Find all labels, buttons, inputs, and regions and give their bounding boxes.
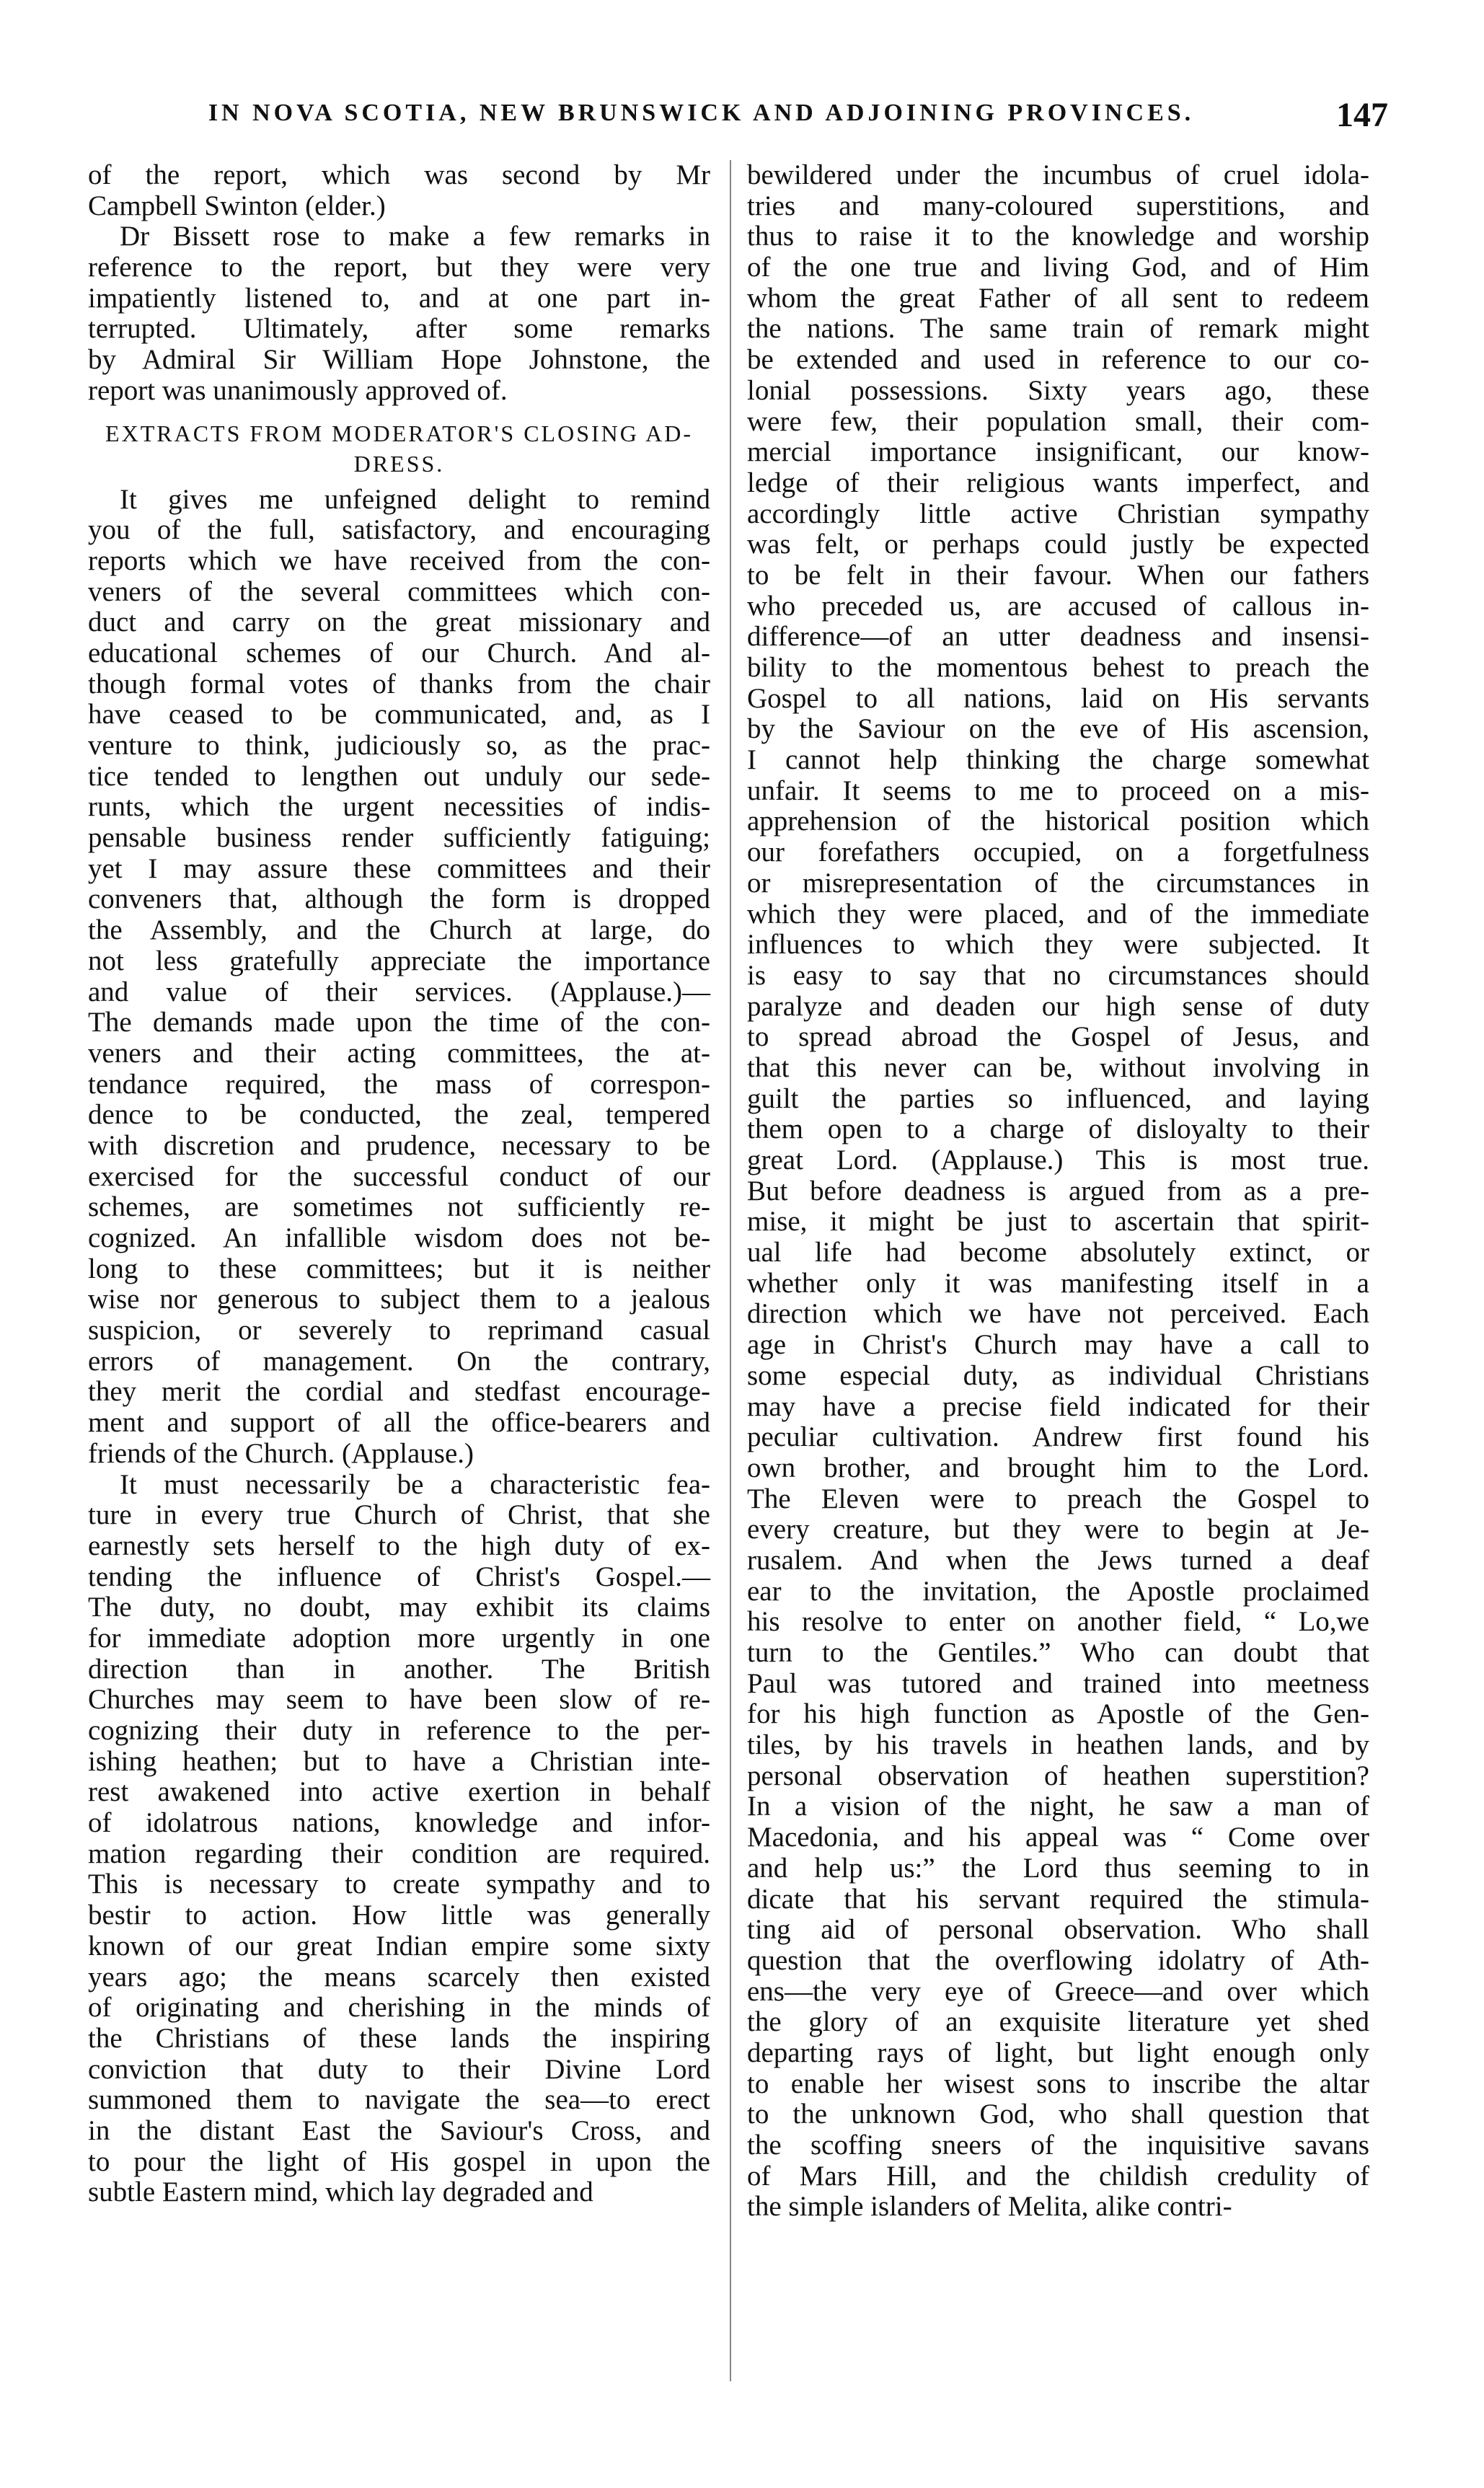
text-line: The Eleven were to preach the Gospel to (747, 1483, 1369, 1514)
text-line: conviction that duty to their Divine Lord (88, 2053, 710, 2085)
text-line: accordingly little active Christian sympathy (747, 498, 1369, 529)
text-line: you of the full, satisfactory, and encouraging (88, 514, 710, 546)
text-line: reports which we have received from the con- (88, 544, 710, 576)
text-line: question that the overflowing idolatry of Ath- (747, 1944, 1369, 1976)
text-line: yet I may assure these committees and their (88, 852, 710, 884)
text-line: rusalem. And when the Jews turned a deaf (747, 1544, 1369, 1576)
heading-line: DRESS. (353, 450, 445, 477)
text-line: pensable business render sufficiently fatiguing; (88, 822, 710, 854)
text-line: the scoffing sneers of the inquisitive savans (747, 2130, 1369, 2161)
text-line: the glory of an exquisite literature yet shed (747, 2006, 1369, 2038)
text-line: influences to which they were subjected. It (747, 929, 1369, 961)
text-line: is easy to say that no circumstances should (747, 959, 1369, 991)
text-line: the Christians of these lands the inspiring (88, 2022, 710, 2054)
text-line: Macedonia, and his appeal was “ Come over (747, 1822, 1369, 1853)
text-line: conveners that, although the form is dropped (88, 883, 710, 915)
column-divider (730, 160, 731, 2381)
text-line: schemes, are sometimes not sufficiently re- (88, 1191, 710, 1223)
paragraph (88, 1470, 710, 2209)
text-line: The duty, no doubt, may exhibit its claims (88, 1592, 710, 1623)
text-line: rest awakened into active exertion in behalf (88, 1776, 710, 1808)
text-line: Campbell Swinton (elder.) (88, 190, 386, 221)
text-line: ting aid of personal observation. Who shall (747, 1914, 1369, 1946)
text-line: to be felt in their favour. When our fathers (747, 559, 1369, 591)
text-line: cognized. An infallible wisdom does not be- (88, 1222, 710, 1253)
text-line: though formal votes of thanks from the chair (88, 668, 710, 700)
text-line: mation regarding their condition are required. (88, 1838, 710, 1869)
text-line: of Mars Hill, and the childish credulity of (747, 2160, 1369, 2192)
text-line: every creature, but they were to begin at Je- (747, 1514, 1369, 1545)
text-line: report was unanimously approved of. (88, 374, 508, 406)
text-line: age in Christ's Church may have a call to (747, 1329, 1369, 1361)
left-column (88, 160, 710, 2208)
text-line: Paul was tutored and trained into meetness (747, 1667, 1369, 1699)
text-line: impatiently listened to, and at one part in- (88, 282, 710, 314)
text-line: earnestly sets herself to the high duty of ex- (88, 1530, 710, 1561)
text-line: that this never can be, without involving in (747, 1051, 1369, 1083)
text-line: subtle Eastern mind, which lay degraded and (88, 2176, 593, 2208)
text-line: This is necessary to create sympathy and to (88, 1869, 710, 1900)
text-line: tending the influence of Christ's Gospel.— (88, 1561, 710, 1592)
text-line: in the distant East the Saviour's Cross, and (88, 2114, 710, 2146)
text-line: whether only it was manifesting itself in a (747, 1267, 1369, 1299)
paragraph (747, 160, 1369, 2223)
text-line: lonial possessions. Sixty years ago, these (747, 374, 1369, 406)
text-line: It must necessarily be a characteristic fea- (120, 1468, 710, 1500)
text-line: friends of the Church. (Applause.) (88, 1437, 474, 1469)
text-line: own brother, and brought him to the Lord. (747, 1452, 1369, 1483)
text-line: and value of their services. (Applause.)— (88, 976, 710, 1007)
text-line: ishing heathen; but to have a Christian inte- (88, 1745, 710, 1777)
text-line: long to these committees; but it is neither (88, 1253, 710, 1284)
text-line: ual life had become absolutely extinct, or (747, 1237, 1369, 1269)
text-line: who preceded us, are accused of callous in- (747, 590, 1369, 622)
running-head: IN NOVA SCOTIA, NEW BRUNSWICK AND ADJOINING PROVINCES. (208, 100, 1195, 126)
text-line: reference to the report, but they were very (88, 252, 710, 283)
text-line: by the Saviour on the eve of His ascension, (747, 713, 1369, 745)
text-line: some especial duty, as individual Christians (747, 1359, 1369, 1391)
text-line: the nations. The same train of remark might (747, 313, 1369, 345)
text-line: apprehension of the historical position which (747, 806, 1369, 837)
text-line: ear to the invitation, the Apostle proclaimed (747, 1575, 1369, 1607)
text-line: by Admiral Sir William Hope Johnstone, the (88, 344, 710, 376)
text-line: Churches may seem to have been slow of re- (88, 1684, 710, 1716)
text-line: or misrepresentation of the circumstances in (747, 867, 1369, 899)
text-line: In a vision of the night, he saw a man of (747, 1791, 1369, 1822)
text-line: bestir to action. How little was generally (88, 1900, 710, 1931)
text-line: bewildered under the incumbus of cruel idola- (747, 159, 1369, 190)
text-line: known of our great Indian empire some sixty (88, 1930, 710, 1962)
text-line: terrupted. Ultimately, after some remarks (88, 313, 710, 345)
text-line: of the one true and living God, and of Him (747, 252, 1369, 283)
text-line: great Lord. (Applause.) This is most true. (747, 1144, 1369, 1175)
text-line: The demands made upon the time of the con- (88, 1007, 710, 1038)
text-line: wise nor generous to subject them to a jealous (88, 1284, 710, 1315)
text-line: to pour the light of His gospel in upon the (88, 2145, 710, 2177)
text-line: tiles, by his travels in heathen lands, and by (747, 1729, 1369, 1761)
text-line: personal observation of heathen superstition? (747, 1760, 1369, 1791)
text-line: not less gratefully appreciate the importance (88, 945, 710, 976)
text-line: paralyze and deaden our high sense of duty (747, 990, 1369, 1022)
text-line: bility to the momentous behest to preach the (747, 652, 1369, 683)
text-line: for immediate adoption more urgently in one (88, 1622, 710, 1654)
text-line: mercial importance insignificant, our know- (747, 436, 1369, 468)
text-line: of originating and cherishing in the minds of (88, 1992, 710, 2024)
text-line: which they were placed, and of the immediate (747, 898, 1369, 930)
text-line: our forefathers occupied, on a forgetfulness (747, 837, 1369, 868)
page-header (108, 96, 1388, 146)
text-line: ture in every true Church of Christ, that she (88, 1499, 710, 1531)
text-line: venture to think, judiciously so, as the prac- (88, 730, 710, 761)
paragraph (88, 221, 710, 406)
text-line: for his high function as Apostle of the Gen- (747, 1698, 1369, 1730)
text-line: tries and many-coloured superstitions, and (747, 190, 1369, 221)
text-line: ment and support of all the office-bearers and (88, 1407, 710, 1439)
text-line: It gives me unfeigned delight to remind (120, 483, 710, 515)
text-line: tendance required, the mass of correspon- (88, 1068, 710, 1100)
text-line: the simple islanders of Melita, alike contri- (747, 2191, 1232, 2223)
text-line: Dr Bissett rose to make a few remarks in (120, 221, 710, 252)
text-line: to the unknown God, who shall question that (747, 2099, 1369, 2130)
text-line: turn to the Gentiles.” Who can doubt that (747, 1637, 1369, 1668)
text-line: may have a precise field indicated for their (747, 1390, 1369, 1422)
text-line: But before deadness is argued from as a pre- (747, 1175, 1369, 1206)
text-line: duct and carry on the great missionary and (88, 606, 710, 638)
text-line: tice tended to lengthen out unduly our sede- (88, 760, 710, 792)
text-line: direction than in another. The British (88, 1653, 710, 1685)
heading-line: EXTRACTS FROM MODERATOR'S CLOSING AD- (105, 420, 693, 446)
page-number: 147 (1336, 96, 1388, 134)
text-line: to enable her wisest sons to inscribe the altar (747, 2068, 1369, 2099)
text-line: his resolve to enter on another field, “ Lo,we (747, 1606, 1369, 1638)
text-line: departing rays of light, but light enough only (747, 2037, 1369, 2068)
text-line: veners and their acting committees, the at- (88, 1037, 710, 1069)
text-line: direction which we have not perceived. Each (747, 1298, 1369, 1330)
text-line: exercised for the successful conduct of our (88, 1160, 710, 1192)
text-line: to spread abroad the Gospel of Jesus, and (747, 1021, 1369, 1053)
text-line: was felt, or perhaps could justly be expected (747, 529, 1369, 560)
text-line: years ago; the means scarcely then existed (88, 1961, 710, 1993)
text-line: peculiar cultivation. Andrew first found his (747, 1421, 1369, 1453)
text-line: I cannot help thinking the charge somewhat (747, 744, 1369, 776)
text-line: thus to raise it to the knowledge and worship (747, 221, 1369, 252)
text-line: whom the great Father of all sent to redeem (747, 282, 1369, 314)
text-line: and help us:” the Lord thus seeming to in (747, 1852, 1369, 1884)
text-line: Gospel to all nations, laid on His servants (747, 682, 1369, 714)
text-line: dence to be conducted, the zeal, tempered (88, 1099, 710, 1131)
text-line: were few, their population small, their com- (747, 405, 1369, 437)
text-line: with discretion and prudence, necessary to be (88, 1129, 710, 1161)
text-line: suspicion, or severely to reprimand casual (88, 1315, 710, 1346)
text-line: dicate that his servant required the stimula- (747, 1883, 1369, 1915)
text-line: the Assembly, and the Church at large, do (88, 914, 710, 946)
text-line: ens—the very eye of Greece—and over which (747, 1975, 1369, 2007)
right-column (747, 160, 1369, 2223)
text-line: summoned them to navigate the sea—to erect (88, 2084, 710, 2116)
text-line: cognizing their duty in reference to the per- (88, 1715, 710, 1746)
text-line: of the report, which was second by Mr (88, 159, 710, 190)
text-line: errors of management. On the contrary, (88, 1345, 710, 1377)
paragraph (88, 160, 710, 221)
text-line: veners of the several committees which con- (88, 575, 710, 607)
text-line: them open to a charge of disloyalty to their (747, 1113, 1369, 1145)
text-line: mise, it might be just to ascertain that spirit- (747, 1206, 1369, 1238)
text-line: be extended and used in reference to our co- (747, 344, 1369, 376)
text-line: ledge of their religious wants imperfect, and (747, 467, 1369, 498)
text-line: have ceased to be communicated, and, as I (88, 699, 710, 731)
text-line: educational schemes of our Church. And al- (88, 637, 710, 669)
text-line: guilt the parties so influenced, and laying (747, 1082, 1369, 1114)
text-line: of idolatrous nations, knowledge and infor- (88, 1807, 710, 1839)
text-line: difference—of an utter deadness and insensi- (747, 621, 1369, 653)
paragraph (88, 485, 710, 1470)
text-line: unfair. It seems to me to proceed on a mis- (747, 775, 1369, 806)
text-line: runts, which the urgent necessities of indis- (88, 791, 710, 823)
section-heading (88, 418, 710, 479)
text-line: they merit the cordial and stedfast encourage- (88, 1376, 710, 1408)
